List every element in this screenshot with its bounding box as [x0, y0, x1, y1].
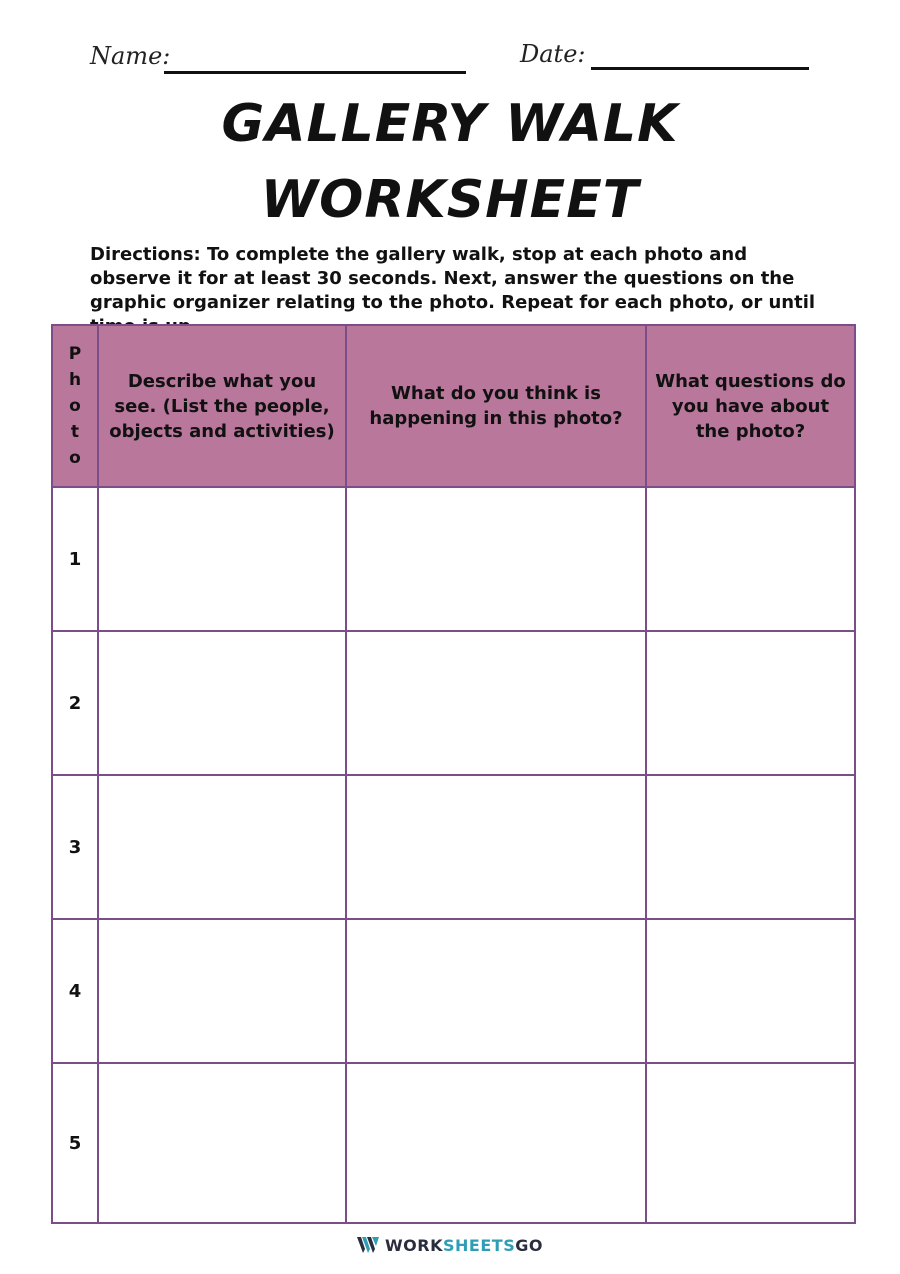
table-row: [52, 919, 855, 1063]
worksheetsgo-logo-icon: [357, 1237, 379, 1257]
questions-cell[interactable]: [646, 1063, 855, 1223]
column-header-happening: What do you think is happening in this photo?: [346, 325, 646, 487]
brand-work: WORK: [385, 1236, 443, 1255]
date-blank-line[interactable]: [591, 67, 809, 70]
row-number: 5: [52, 1063, 98, 1223]
table-row: [52, 631, 855, 775]
column-header-describe: Describe what you see. (List the people, objects and activities): [98, 325, 346, 487]
happening-cell[interactable]: [346, 919, 646, 1063]
table-row: [52, 487, 855, 631]
questions-cell[interactable]: [646, 631, 855, 775]
footer-brand: [0, 1236, 900, 1257]
describe-cell[interactable]: [98, 1063, 346, 1223]
happening-cell[interactable]: [346, 631, 646, 775]
brand-sheets: SHEETS: [443, 1236, 516, 1255]
graphic-organizer-table: [51, 324, 856, 1224]
brand-go: GO: [515, 1236, 543, 1255]
describe-cell[interactable]: [98, 919, 346, 1063]
row-number: 3: [52, 775, 98, 919]
happening-cell[interactable]: [346, 1063, 646, 1223]
questions-cell[interactable]: [646, 919, 855, 1063]
column-header-questions: What questions do you have about the photo?: [646, 325, 855, 487]
date-label: Date:: [520, 40, 586, 68]
title-line-1: GALLERY WALK: [221, 94, 679, 154]
happening-cell[interactable]: [346, 775, 646, 919]
row-number: 1: [52, 487, 98, 631]
describe-cell[interactable]: [98, 631, 346, 775]
name-blank-line[interactable]: [164, 71, 466, 74]
name-label: Name:: [90, 42, 171, 70]
happening-cell[interactable]: [346, 487, 646, 631]
row-number: 2: [52, 631, 98, 775]
questions-cell[interactable]: [646, 487, 855, 631]
title-line-2: WORKSHEET: [260, 170, 640, 230]
table-header-row: [52, 325, 855, 487]
table-row: [52, 775, 855, 919]
questions-cell[interactable]: [646, 775, 855, 919]
directions-text: Directions: To complete the gallery walk, stop at each photo and observe it for at least 30 seconds. Next, answer the questions on the graphic organizer relating to the photo. Repeat for each photo, or until: [90, 244, 816, 313]
describe-cell[interactable]: [98, 775, 346, 919]
describe-cell[interactable]: [98, 487, 346, 631]
row-number: 4: [52, 919, 98, 1063]
column-header-photo: Photo: [52, 325, 98, 487]
table-row: [52, 1063, 855, 1223]
